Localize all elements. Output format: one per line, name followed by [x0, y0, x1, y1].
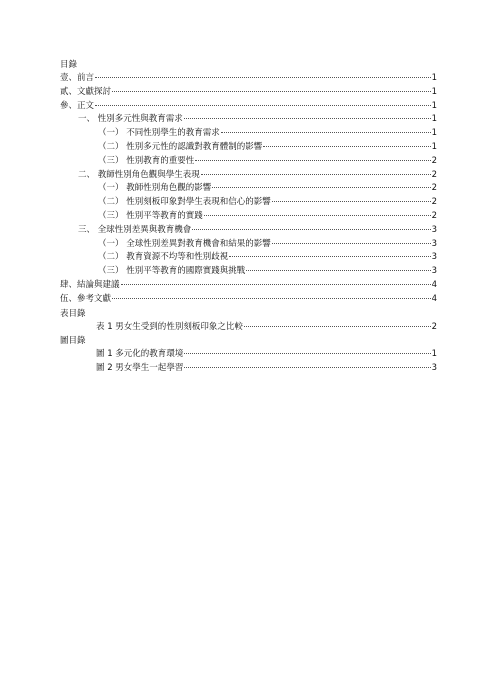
figure-list-entry-label: 圖 1 多元化的教育環境	[96, 349, 184, 360]
dot-leader	[272, 243, 431, 244]
toc-entry[interactable]	[60, 127, 437, 141]
dot-leader	[246, 270, 430, 271]
figure-list-entry-page-number: 3	[431, 363, 437, 374]
toc-entry-label: （三） 性別平等教育的實踐	[98, 210, 203, 221]
dot-leader	[229, 256, 430, 257]
toc-entry-label: 二、 教師性別角色觀與學生表現	[78, 169, 200, 180]
toc-entry-label: 壹、前言	[60, 73, 95, 83]
tables-title: 表目錄	[60, 308, 86, 319]
toc-entry[interactable]	[60, 224, 437, 238]
dot-leader	[95, 77, 431, 78]
toc-entry[interactable]	[60, 113, 437, 127]
dot-leader	[121, 284, 431, 285]
toc-entry-page-number: 1	[431, 100, 437, 111]
toc-entry-page-number: 3	[431, 266, 437, 277]
dot-leader	[195, 160, 430, 161]
dot-leader	[184, 353, 430, 354]
toc-entry-label: 參、正文	[60, 100, 95, 111]
dot-leader	[244, 326, 431, 327]
toc-entry-page-number: 2	[431, 155, 437, 166]
toc-entry-page-number: 1	[431, 114, 437, 125]
toc-entry-page-number: 4	[431, 293, 437, 304]
toc-entry[interactable]	[60, 196, 437, 210]
toc-entry[interactable]	[60, 100, 437, 114]
toc-entry[interactable]	[60, 169, 437, 183]
dot-leader	[192, 229, 430, 230]
toc-entry[interactable]	[60, 72, 437, 86]
dot-leader	[204, 215, 431, 216]
toc-entry[interactable]	[60, 251, 437, 265]
tables-list	[60, 321, 437, 335]
toc-entry-label: （三） 性別平等教育的國際實踐與挑戰	[98, 266, 246, 277]
dot-leader	[112, 298, 431, 299]
toc-entry[interactable]	[60, 279, 437, 293]
toc-entry-page-number: 1	[431, 128, 437, 139]
dot-leader	[212, 187, 430, 188]
figure-list-entry-page-number: 1	[431, 349, 437, 360]
figure-list-entry[interactable]	[60, 348, 437, 362]
figures-list	[60, 348, 437, 376]
toc-entry-label: 肆、結論與建議	[60, 279, 120, 290]
toc-entry-label: 伍、參考文獻	[60, 293, 112, 304]
toc-entry-label: （二） 性別刻板印象對學生表現和信心的影響	[98, 197, 271, 208]
contents-title: 目錄	[60, 60, 78, 70]
table-list-entry[interactable]	[60, 321, 437, 335]
toc-entry-label: （一） 教師性別角色觀的影響	[98, 183, 212, 194]
toc-entry-label: （一） 不同性別學生的教育需求	[98, 128, 220, 139]
contents-list	[60, 72, 437, 307]
toc-entry-page-number: 1	[431, 86, 437, 97]
toc-entry-page-number: 2	[431, 169, 437, 180]
dot-leader	[112, 91, 431, 92]
toc-entry-label: （一） 全球性別差異對教育機會和結果的影響	[98, 238, 271, 249]
toc-entry[interactable]	[60, 238, 437, 252]
toc-entry-page-number: 1	[431, 141, 437, 152]
table-of-contents	[60, 58, 437, 376]
dot-leader	[221, 132, 431, 133]
toc-entry[interactable]	[60, 86, 437, 100]
toc-entry[interactable]	[60, 182, 437, 196]
toc-entry-page-number: 3	[431, 252, 437, 263]
toc-entry-label: 貳、文獻探討	[60, 86, 112, 97]
toc-entry[interactable]	[60, 265, 437, 279]
toc-entry-page-number: 4	[431, 279, 437, 290]
toc-entry-page-number: 3	[431, 224, 437, 235]
toc-entry-label: 一、 性別多元性與教育需求	[78, 114, 183, 125]
dot-leader	[184, 118, 431, 119]
table-list-entry-label: 表 1 男女生受到的性別刻板印象之比較	[96, 321, 243, 332]
toc-entry-page-number: 2	[431, 197, 437, 208]
table-list-entry-page-number: 2	[431, 321, 437, 332]
dot-leader	[272, 201, 431, 202]
toc-entry-page-number: 2	[431, 183, 437, 194]
toc-entry-page-number: 2	[431, 210, 437, 221]
figures-title: 圖目錄	[60, 336, 86, 347]
toc-entry[interactable]	[60, 210, 437, 224]
toc-entry-page-number: 3	[431, 238, 437, 249]
toc-entry-label: （二） 教育資源不均等和性別歧視	[98, 252, 229, 263]
toc-entry[interactable]	[60, 141, 437, 155]
figure-list-entry[interactable]	[60, 362, 437, 376]
dot-leader	[95, 105, 431, 106]
dot-leader	[263, 146, 430, 147]
dot-leader	[201, 174, 431, 175]
toc-entry-label: 三、 全球性別差異與教育機會	[78, 224, 192, 235]
dot-leader	[184, 367, 430, 368]
toc-entry-label: （三） 性別教育的重要性	[98, 155, 195, 166]
toc-entry[interactable]	[60, 293, 437, 307]
toc-entry-label: （二） 性別多元性的認識對教育體制的影響	[98, 141, 263, 152]
toc-entry[interactable]	[60, 155, 437, 169]
toc-entry-page-number: 1	[431, 73, 437, 83]
figure-list-entry-label: 圖 2 男女學生一起學習	[96, 363, 184, 374]
